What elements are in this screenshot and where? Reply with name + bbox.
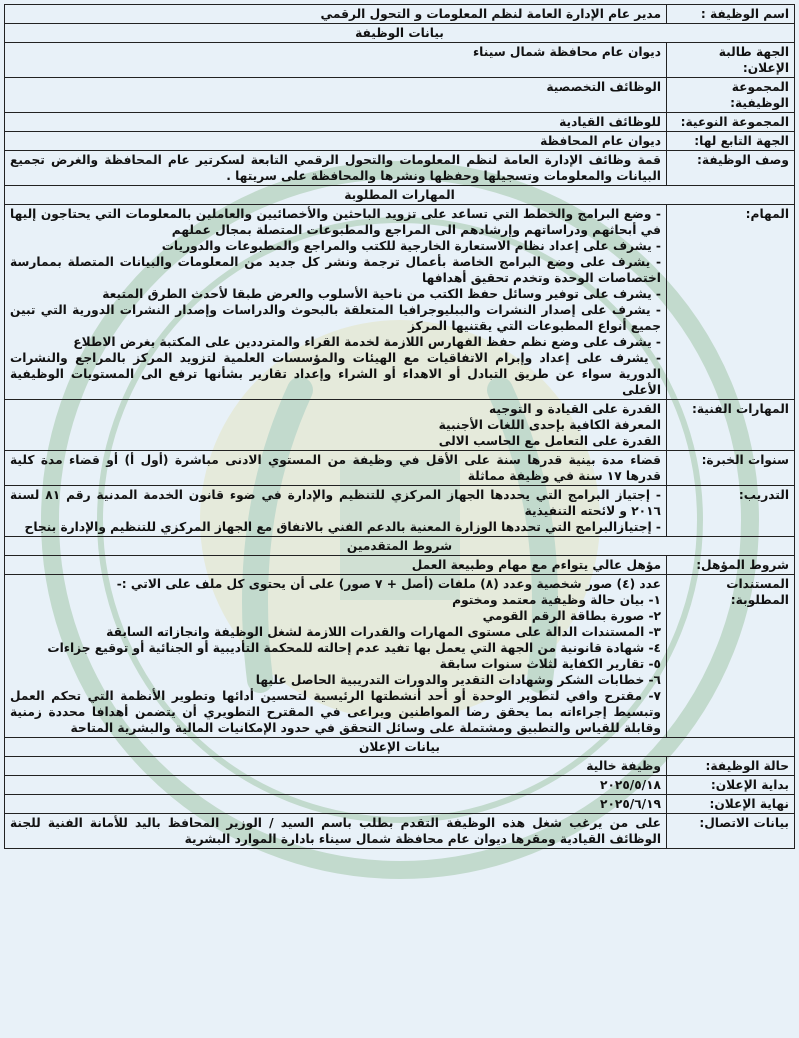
task-item: - يشرف على إعداد نظام الاستعارة الخارجية للكتب والمراجع والمطبوعات والدوريات <box>161 239 661 253</box>
announcement-row <box>5 795 795 814</box>
skill-item: المعرفة الكافية بإحدى اللغات الأجنبية <box>438 418 661 432</box>
document-item: ٤- شهادة قانونية من الجهة التي يعمل بها تفيد عدم إحالته للمحكمة التأديبية أو الجنائية أو توقيع جزاءات <box>47 641 661 655</box>
tech-skills-list <box>5 400 667 451</box>
section-job-data: بيانات الوظيفة <box>5 24 795 43</box>
experience-value: قضاء مدة بينية قدرها سنة على الأقل في وظيفة من المستوي الادنى مباشرة (أول أ) أو قضاء مدة كلية قدرها ١٧ سنة في وظيفة مماثلة <box>5 451 667 486</box>
documents-label: المستندات المطلوبة: <box>667 575 795 738</box>
task-item: - يشرف على وضع البرامج الخاصة بأعمال ترجمة ونشر كل جديد من المعلومات والبيانات المتصلة بممارسة اختصاصات الوحدة وتخدم تحقيق أهدافها <box>10 255 661 285</box>
skill-item: القدرة على القيادة و التوجيه <box>489 402 661 416</box>
contact-label: بيانات الاتصال: <box>667 814 795 849</box>
section-skills: المهارات المطلوبة <box>5 186 795 205</box>
job-data-row <box>5 43 795 78</box>
training-row <box>5 486 795 537</box>
document-item: ٢- صورة بطاقة الرقم القومي <box>482 609 661 623</box>
job-status-label: حالة الوظيفة: <box>667 757 795 776</box>
task-item: - يشرف على توفير وسائل حفظ الكتب من ناحية الأسلوب والعرض طبقا لأحدث الطرق المتبعة <box>102 287 661 301</box>
tech-skills-row <box>5 400 795 451</box>
qualification-value: مؤهل عالي يتواءم مع مهام وطبيعة العمل <box>5 556 667 575</box>
training-list <box>5 486 667 537</box>
job-group-label: المجموعة الوظيفية: <box>667 78 795 113</box>
description-value: قمة وظائف الإدارة العامة لنظم المعلومات والتحول الرقمي التابعة لسكرتير عام المحافظة والغرض تجميع البيانات والمعلومات وتسجيلها وحفظها ونشرها والمحافظة على سريتها . <box>5 151 667 186</box>
job-name-value: مدير عام الإدارة العامة لنظم المعلومات و التحول الرقمي <box>5 5 667 24</box>
job-data-row <box>5 132 795 151</box>
training-item: - إجتياز البرامج التي يحددها الجهاز المركزي للتنظيم والإدارة في ضوء قانون الخدمة المدنية رقم ٨١ لسنة ٢٠١٦ و لائحته التنفيذية <box>10 488 661 518</box>
task-item: - يشرف على وضع نظم حفظ الفهارس اللازمة لخدمة القراء والمترددين على المكتبة بغرض الاطلاع <box>73 335 661 349</box>
parent-entity-value: ديوان عام المحافظة <box>5 132 667 151</box>
training-item: - إجتيازالبرامج التي تحددها الوزارة المعنية بالدعم الفني بالاتفاق مع الجهاز المركزي للتنظيم والإدارة بنجاح <box>24 520 661 534</box>
document-item: ٧- مقترح وافي لتطوير الوحدة أو أحد أنشطتها الرئيسية لتحسين أدائها وتطوير الأنظمة التي تحكم العمل وتبسيط إجراءاته بما يحقق رضا المواطنين ويراعى في المقترح التطويري أن يتضمن أهدافا محددة زمنية وقابلة للقياس والتطبيق ومشتملة على وسائل التحقق في حدود الإمكانيات المالية والبشرية المتاحة <box>10 689 661 735</box>
job-name-label: اسم الوظيفة : <box>667 5 795 24</box>
task-item: - يشرف على إعداد وإبرام الاتفاقيات مع الهيئات والمؤسسات العلمية لتزويد المركز بالمراجع والنشرات الدورية سواء عن طريق التبادل أو الاهداء أو الشراء وإعداد تقارير بشأنها ترفع الى المستويات الوظيفية الأعلى <box>10 351 661 397</box>
task-item: - وضع البرامج والخطط التي تساعد على تزويد الباحثين والأخصائيين والعاملين بالمعلومات التي يحتاجون إليها في أبحاثهم ودراساتهم وإرشادهم الى المراجع والمطبوعات المتصلة بمجال عملهم <box>10 207 661 237</box>
end-date-label: نهاية الإعلان: <box>667 795 795 814</box>
documents-intro: عدد (٤) صور شخصية وعدد (٨) ملفات (أصل + ٧ صور) على أن يحتوى كل ملف على الاتي :- <box>116 577 661 591</box>
job-name-row <box>5 5 795 24</box>
task-item: - يشرف على إصدار النشرات والببليوجرافيا المتعلقة بالبحوث والدراسات وإصدار النشرات الدورية التي تبين جميع أنواع المطبوعات التي يقتنيها المركز <box>10 303 661 333</box>
document-item: ١- بيان حالة وظيفية معتمد ومختوم <box>452 593 661 607</box>
start-date-value: ٢٠٢٥/٥/١٨ <box>5 776 667 795</box>
tech-skills-label: المهارات الفنية: <box>667 400 795 451</box>
start-date-label: بداية الإعلان: <box>667 776 795 795</box>
job-group-value: الوظائف التخصصية <box>5 78 667 113</box>
job-data-row <box>5 78 795 113</box>
training-label: التدريب: <box>667 486 795 537</box>
documents-row <box>5 575 795 738</box>
document-item: ٣- المستندات الدالة على مستوى المهارات والقدرات اللازمة لشغل الوظيفة وانجازاته السابقة <box>106 625 661 639</box>
experience-label: سنوات الخبرة: <box>667 451 795 486</box>
announcement-row <box>5 776 795 795</box>
tasks-label: المهام: <box>667 205 795 400</box>
qualification-row <box>5 556 795 575</box>
end-date-value: ٢٠٢٥/٦/١٩ <box>5 795 667 814</box>
tasks-row <box>5 205 795 400</box>
description-row <box>5 151 795 186</box>
job-announcement-table <box>4 4 795 849</box>
qualitative-group-value: للوظائف القيادية <box>5 113 667 132</box>
job-data-row <box>5 113 795 132</box>
skill-item: القدرة على التعامل مع الحاسب الالى <box>438 434 661 448</box>
document-item: ٦- خطابات الشكر وشهادات التقدير والدورات التدريبية الحاصل عليها <box>255 673 661 687</box>
section-conditions: شروط المتقدمين <box>5 537 795 556</box>
documents-list <box>5 575 667 738</box>
requesting-entity-label: الجهة طالبة الإعلان: <box>667 43 795 78</box>
contact-row <box>5 814 795 849</box>
description-label: وصف الوظيفة: <box>667 151 795 186</box>
contact-value: على من يرغب شغل هذه الوظيفة التقدم بطلب باسم السيد / الوزير المحافظ باليد للأمانة الفنية للجنة الوظائف القيادية ومقرها ديوان عام محافظة شمال سيناء بادارة الموارد البشرية <box>5 814 667 849</box>
parent-entity-label: الجهة التابع لها: <box>667 132 795 151</box>
experience-row <box>5 451 795 486</box>
section-announcement: بيانات الإعلان <box>5 738 795 757</box>
requesting-entity-value: ديوان عام محافظة شمال سيناء <box>5 43 667 78</box>
announcement-row <box>5 757 795 776</box>
qualitative-group-label: المجموعة النوعية: <box>667 113 795 132</box>
qualification-label: شروط المؤهل: <box>667 556 795 575</box>
tasks-list <box>5 205 667 400</box>
document-item: ٥- تقارير الكفاية لثلاث سنوات سابقة <box>439 657 661 671</box>
job-status-value: وظيفة خالية <box>5 757 667 776</box>
